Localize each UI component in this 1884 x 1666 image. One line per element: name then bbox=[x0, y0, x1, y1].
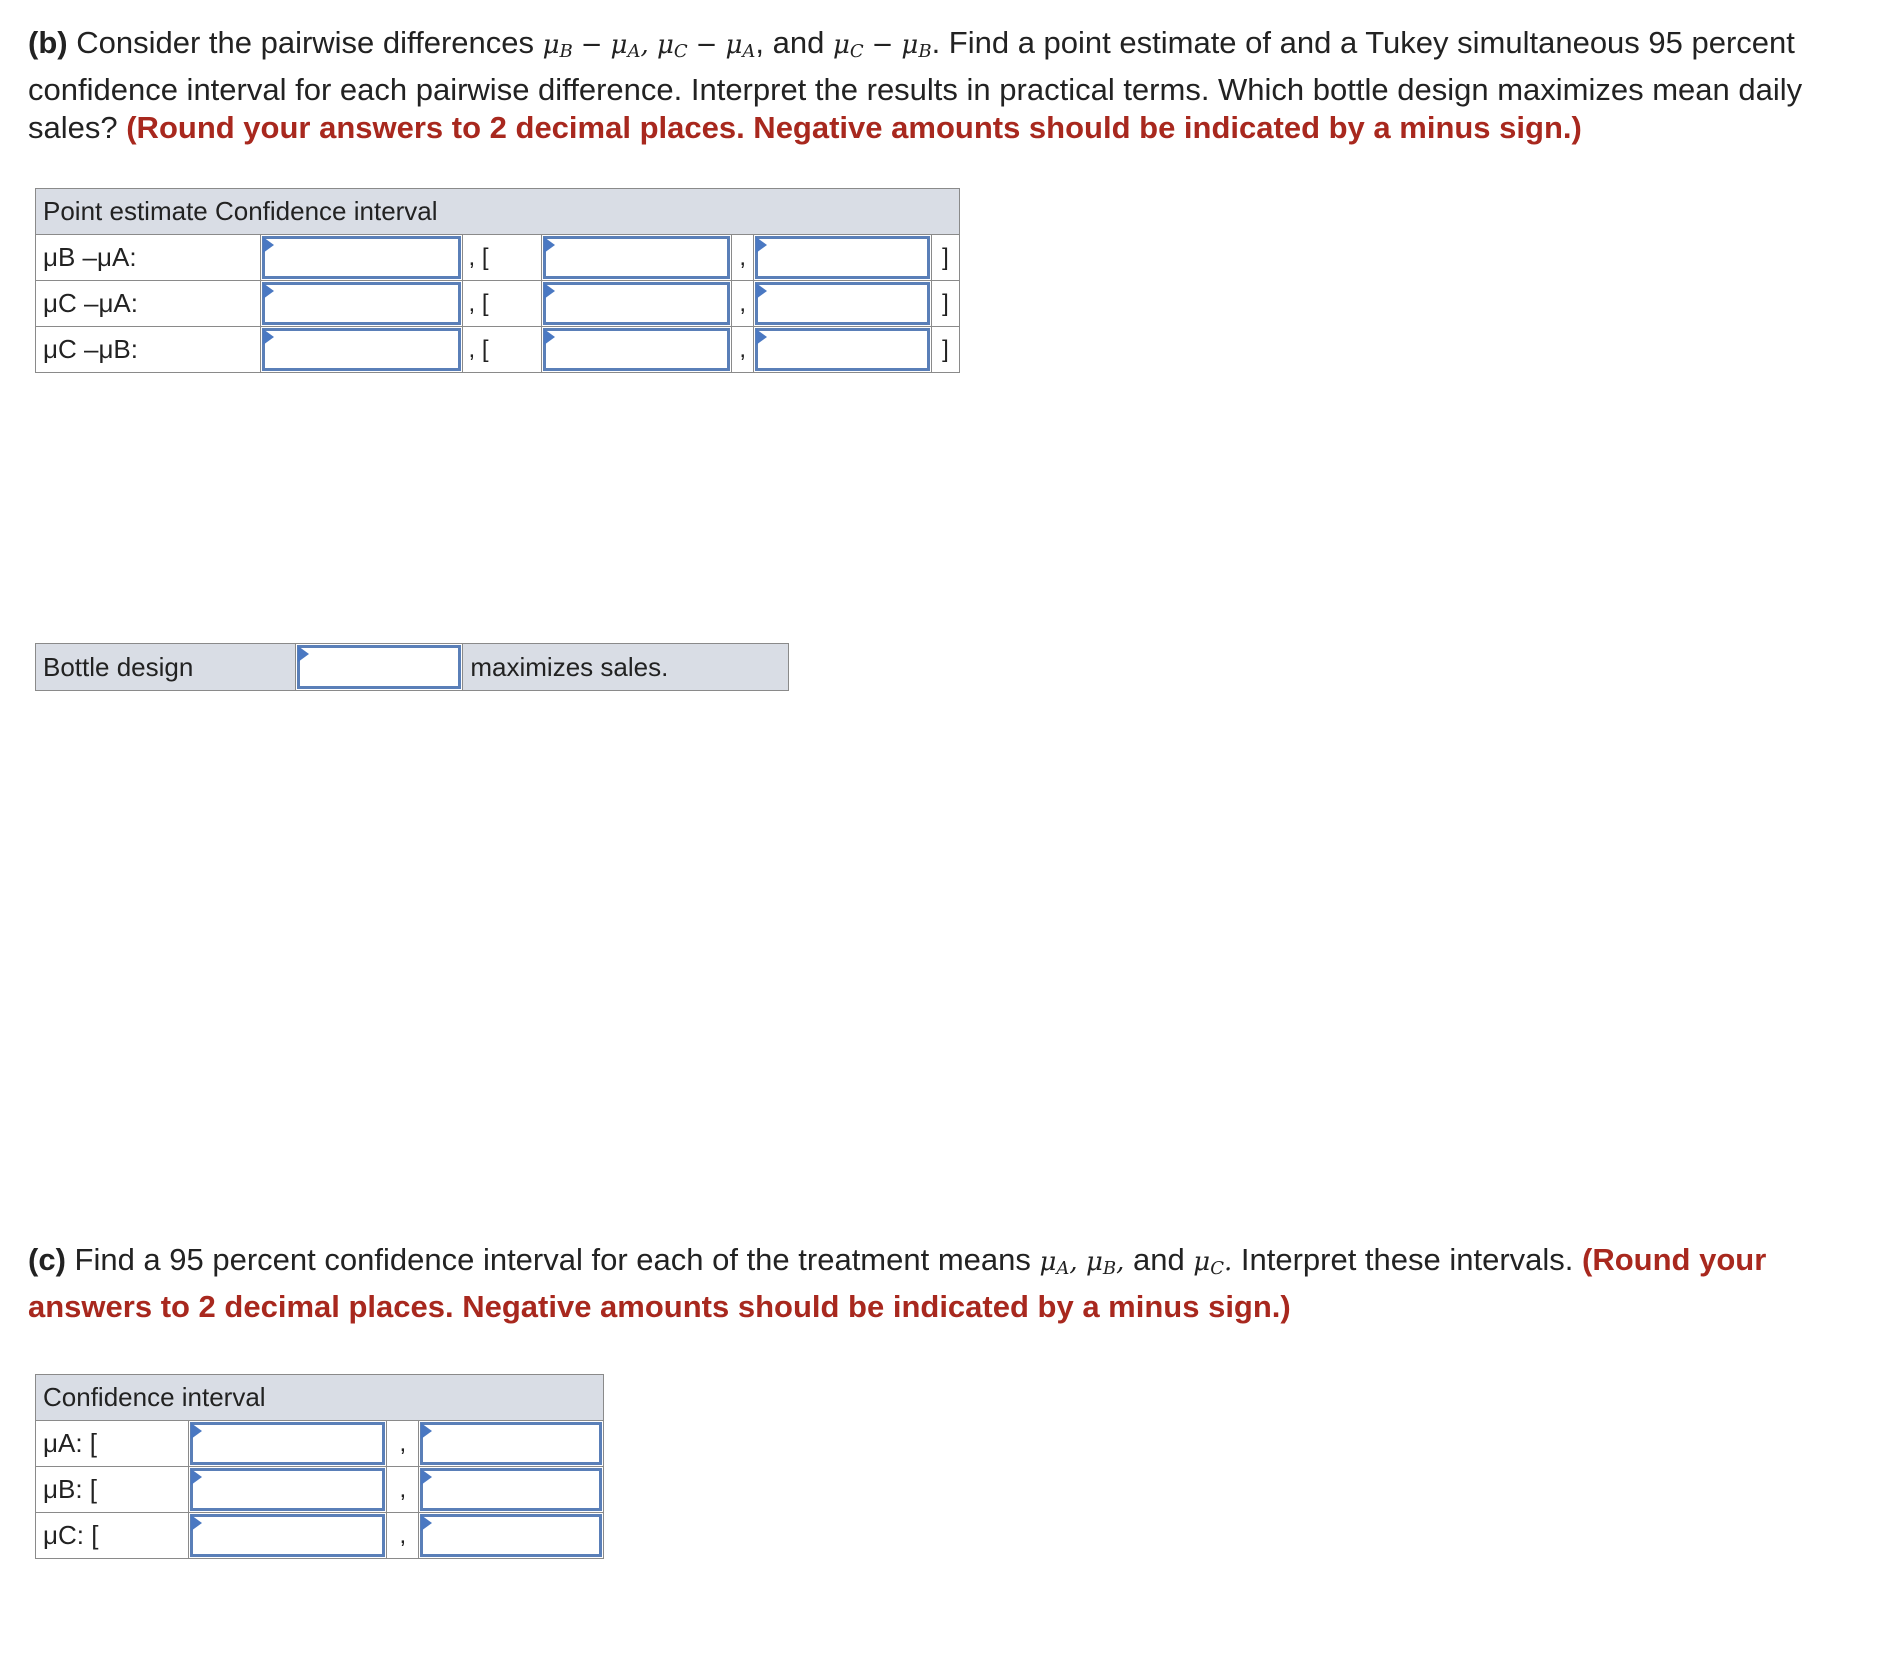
lower-bound-input[interactable] bbox=[542, 235, 732, 281]
part-b-tag: (b) bbox=[28, 25, 68, 60]
comma-sym: , bbox=[640, 30, 649, 60]
table-c-header: Confidence interval bbox=[36, 1375, 604, 1421]
dropdown-marker-icon bbox=[544, 329, 555, 345]
sub-a: A bbox=[1056, 1258, 1070, 1279]
mu-sym: μ bbox=[901, 30, 919, 60]
mu-sym: μ bbox=[1193, 1247, 1211, 1277]
comma-separator: , bbox=[387, 1513, 419, 1559]
part-c-text-1: Find a 95 percent confidence interval for each of the treatment means bbox=[65, 1242, 1040, 1277]
open-bracket: , [ bbox=[462, 327, 542, 373]
dropdown-marker-icon bbox=[191, 1515, 202, 1531]
table-row bbox=[36, 1467, 604, 1513]
close-bracket: ] bbox=[931, 327, 959, 373]
comma-separator: , bbox=[387, 1421, 419, 1467]
comma-separator: , bbox=[732, 281, 754, 327]
open-bracket: , [ bbox=[462, 281, 542, 327]
row-label: μC: [ bbox=[36, 1513, 189, 1559]
bottle-design-label: Bottle design bbox=[36, 644, 296, 691]
dropdown-marker-icon bbox=[756, 283, 767, 299]
part-b-question bbox=[28, 24, 1828, 147]
dropdown-marker-icon bbox=[756, 329, 767, 345]
minus-sym: − bbox=[580, 30, 603, 60]
minus-sym: − bbox=[871, 30, 894, 60]
dropdown-marker-icon bbox=[421, 1469, 432, 1485]
upper-bound-input[interactable] bbox=[419, 1513, 604, 1559]
upper-bound-input[interactable] bbox=[419, 1467, 604, 1513]
mu-sym: μ bbox=[610, 30, 628, 60]
part-b-instruction: (Round your answers to 2 decimal places. Negative amounts should be indicated by a minus sign.) bbox=[126, 110, 1582, 145]
comma-sym: , bbox=[1069, 1247, 1078, 1277]
point-estimate-input[interactable] bbox=[260, 281, 462, 327]
mu-b-minus-mu-a bbox=[543, 30, 756, 60]
pairwise-difference-table bbox=[35, 188, 960, 373]
mu-sym: μ bbox=[725, 30, 743, 60]
treatment-means-table bbox=[35, 1374, 604, 1559]
row-label: μB: [ bbox=[36, 1467, 189, 1513]
row-label: μB –μA: bbox=[36, 235, 261, 281]
point-estimate-input[interactable] bbox=[260, 327, 462, 373]
sub-a: A bbox=[627, 41, 641, 62]
point-estimate-input[interactable] bbox=[260, 235, 462, 281]
comma-separator: , bbox=[732, 235, 754, 281]
mu-a bbox=[1040, 1247, 1125, 1277]
upper-bound-input[interactable] bbox=[754, 327, 932, 373]
bottle-design-suffix: maximizes sales. bbox=[463, 644, 789, 691]
part-b-text-2: , and bbox=[755, 25, 833, 60]
dropdown-marker-icon bbox=[421, 1423, 432, 1439]
dropdown-marker-icon bbox=[298, 646, 309, 662]
table-row bbox=[36, 1421, 604, 1467]
dropdown-marker-icon bbox=[263, 283, 274, 299]
dropdown-marker-icon bbox=[263, 329, 274, 345]
bottle-design-input[interactable] bbox=[295, 644, 463, 691]
sub-b: B bbox=[918, 41, 932, 62]
upper-bound-input[interactable] bbox=[754, 281, 932, 327]
part-c-text-2: and bbox=[1124, 1242, 1194, 1277]
row-label: μC –μB: bbox=[36, 327, 261, 373]
sub-a: A bbox=[742, 41, 756, 62]
part-b-text-1: Consider the pairwise differences bbox=[67, 25, 543, 60]
upper-bound-input[interactable] bbox=[754, 235, 932, 281]
mu-c bbox=[1193, 1247, 1232, 1277]
table-row bbox=[36, 281, 960, 327]
dropdown-marker-icon bbox=[191, 1469, 202, 1485]
open-bracket: , [ bbox=[462, 235, 542, 281]
table-row bbox=[36, 235, 960, 281]
mu-sym: μ bbox=[1039, 1247, 1057, 1277]
part-c-tag: (c) bbox=[28, 1242, 66, 1277]
table-b-header: Point estimate Confidence interval bbox=[36, 189, 960, 235]
part-b-text-3: . Find a point estimate of and a Tukey simultaneous 95 percent confidence interval for each pairwise difference. Interpret the results in practical terms. Which bottle design maximizes mean daily sales? bbox=[28, 25, 1803, 145]
close-bracket: ] bbox=[931, 235, 959, 281]
minus-sym: − bbox=[695, 30, 718, 60]
close-bracket: ] bbox=[931, 281, 959, 327]
part-c-text-3: Interpret these intervals. bbox=[1232, 1242, 1583, 1277]
dropdown-marker-icon bbox=[263, 237, 274, 253]
sub-b: B bbox=[559, 41, 573, 62]
mu-sym: μ bbox=[656, 30, 674, 60]
lower-bound-input[interactable] bbox=[188, 1467, 387, 1513]
bottle-design-table bbox=[35, 643, 789, 691]
dropdown-marker-icon bbox=[544, 237, 555, 253]
mu-sym: μ bbox=[832, 30, 850, 60]
dropdown-marker-icon bbox=[544, 283, 555, 299]
comma-separator: , bbox=[387, 1467, 419, 1513]
dropdown-marker-icon bbox=[421, 1515, 432, 1531]
sub-c: C bbox=[673, 41, 688, 62]
sub-b: B bbox=[1102, 1258, 1117, 1279]
comma-sym: , bbox=[1116, 1247, 1125, 1277]
mu-sym: μ bbox=[542, 30, 560, 60]
dropdown-marker-icon bbox=[756, 237, 767, 253]
sub-c: C bbox=[849, 41, 864, 62]
dropdown-marker-icon bbox=[191, 1423, 202, 1439]
lower-bound-input[interactable] bbox=[188, 1513, 387, 1559]
period-sym: . bbox=[1223, 1247, 1233, 1277]
row-label: μC –μA: bbox=[36, 281, 261, 327]
row-label: μA: [ bbox=[36, 1421, 189, 1467]
upper-bound-input[interactable] bbox=[419, 1421, 604, 1467]
table-row bbox=[36, 327, 960, 373]
part-c-question bbox=[28, 1241, 1828, 1326]
lower-bound-input[interactable] bbox=[188, 1421, 387, 1467]
mu-sym: μ bbox=[1085, 1247, 1103, 1277]
lower-bound-input[interactable] bbox=[542, 327, 732, 373]
part-c-instruction: (Round your answers to 2 decimal places. Negative amounts should be indicated by a minus sign.) bbox=[28, 1242, 1767, 1324]
comma-separator: , bbox=[732, 327, 754, 373]
sub-c: C bbox=[1210, 1258, 1224, 1279]
table-row bbox=[36, 1513, 604, 1559]
mu-c-minus-mu-b bbox=[833, 30, 932, 60]
lower-bound-input[interactable] bbox=[542, 281, 732, 327]
